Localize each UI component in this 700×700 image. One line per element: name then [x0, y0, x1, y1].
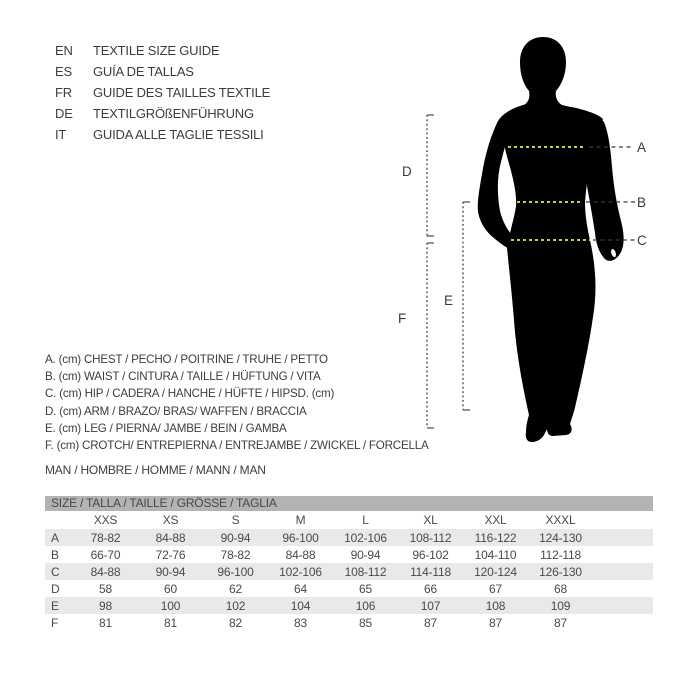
marker-label-d: D [402, 164, 412, 179]
value-cell: 60 [164, 581, 177, 596]
value-cell: 104-110 [474, 547, 517, 562]
value-cell: 96-100 [282, 530, 319, 545]
table-row-leg [45, 597, 653, 614]
value-cell: 87 [489, 615, 502, 630]
value-cell: 65 [359, 581, 372, 596]
value-cell: 58 [99, 581, 112, 596]
value-cell: 87 [424, 615, 437, 630]
size-table-title: SIZE / TALLA / TAILLE / GRÖSSE / TAGLIA [45, 496, 653, 511]
size-header-xxxl: XXXL [545, 513, 576, 527]
value-cell: 112-118 [540, 547, 581, 562]
value-cell: 102 [225, 598, 246, 613]
subject-man-line: MAN / HOMBRE / HOMME / MANN / MAN [45, 463, 266, 477]
legend-item-leg: E. (cm) LEG / PIERNA/ JAMBE / BEIN / GAMBA [45, 421, 287, 435]
value-cell: 81 [164, 615, 177, 630]
row-label: B [51, 547, 59, 562]
language-code: FR [55, 85, 72, 100]
language-title: GUIDE DES TAILLES TEXTILE [93, 85, 271, 100]
language-title: GUÍA DE TALLAS [93, 64, 194, 79]
value-cell: 87 [554, 615, 567, 630]
language-code: EN [55, 43, 73, 58]
measurement-legend [45, 351, 429, 454]
value-cell: 98 [99, 598, 112, 613]
table-row-crotch [45, 614, 653, 631]
value-cell: 106 [355, 598, 376, 613]
legend-item-waist: B. (cm) WAIST / CINTURA / TAILLE / HÜFTUNG / VITA [45, 370, 321, 384]
value-cell: 64 [294, 581, 307, 596]
size-header-xs: XS [162, 513, 179, 527]
size-header-xxl: XXL [484, 513, 507, 527]
value-cell: 102-106 [344, 530, 387, 545]
value-cell: 81 [99, 615, 112, 630]
language-code: IT [55, 127, 67, 142]
value-cell: 84-88 [155, 530, 186, 545]
value-cell: 90-94 [220, 530, 251, 545]
row-label: D [51, 581, 60, 596]
value-cell: 72-76 [155, 547, 186, 562]
row-label: C [51, 564, 60, 579]
value-cell: 82 [229, 615, 242, 630]
row-label: E [51, 598, 59, 613]
language-code: ES [55, 64, 72, 79]
size-header-xl: XL [423, 513, 438, 527]
legend-item-chest: A. (cm) CHEST / PECHO / POITRINE / TRUHE / PETTO [45, 353, 328, 366]
value-cell: 84-88 [90, 564, 121, 579]
table-row-chest [45, 529, 653, 546]
silhouette-body [500, 37, 603, 442]
value-cell: 78-82 [220, 547, 251, 562]
value-cell: 114-118 [410, 564, 451, 579]
table-row-hip [45, 563, 653, 580]
marker-label-e: E [444, 293, 454, 308]
value-cell: 84-88 [285, 547, 316, 562]
value-cell: 104 [290, 598, 311, 613]
legend-item-crotch: F. (cm) CROTCH/ ENTREPIERNA / ENTREJAMBE / ZWICKEL / FORCELLA [45, 438, 429, 452]
size-header-s: S [231, 513, 240, 527]
value-cell: 67 [489, 581, 502, 596]
value-cell: 107 [420, 598, 441, 613]
value-cell: 90-94 [155, 564, 186, 579]
size-table-header-row [45, 511, 653, 529]
row-label: F [51, 615, 59, 630]
value-cell: 66 [424, 581, 437, 596]
language-title: GUIDA ALLE TAGLIE TESSILI [93, 127, 264, 142]
value-cell: 116-122 [474, 530, 517, 545]
language-title: TEXTILE SIZE GUIDE [93, 43, 220, 58]
marker-label-c: C [637, 233, 647, 248]
table-row-waist [45, 546, 653, 563]
value-cell: 83 [294, 615, 307, 630]
value-cell: 96-102 [412, 547, 449, 562]
marker-label-b: B [637, 195, 647, 210]
language-title: TEXTILGRÖßENFÜHRUNG [93, 106, 254, 121]
value-cell: 66-70 [90, 547, 121, 562]
value-cell: 108-112 [344, 564, 387, 579]
value-cell: 109 [550, 598, 571, 613]
size-header-m: M [295, 513, 306, 527]
value-cell: 120-124 [474, 564, 517, 579]
value-cell: 100 [160, 598, 181, 613]
value-cell: 96-100 [217, 564, 254, 579]
table-row-arm [45, 580, 653, 597]
value-cell: 124-130 [539, 530, 582, 545]
legend-item-arm: D. (cm) ARM / BRAZO/ BRAS/ WAFFEN / BRACCIA [45, 404, 307, 418]
row-label: A [51, 530, 59, 545]
value-cell: 68 [554, 581, 567, 596]
size-header-xxs: XXS [93, 513, 118, 527]
value-cell: 108-112 [409, 530, 452, 545]
value-cell: 78-82 [90, 530, 121, 545]
language-code: DE [55, 106, 73, 121]
value-cell: 62 [229, 581, 242, 596]
value-cell: 102-106 [279, 564, 322, 579]
marker-label-a: A [637, 140, 647, 155]
value-cell: 90-94 [350, 547, 381, 562]
legend-item-hip: C. (cm) HIP / CADERA / HANCHE / HÜFTE / HIPSD. (cm) [45, 387, 335, 401]
value-cell: 85 [359, 615, 372, 630]
marker-label-f: F [398, 311, 407, 326]
value-cell: 108 [485, 598, 506, 613]
size-header-l: L [362, 513, 369, 527]
size-table [45, 496, 653, 631]
value-cell: 126-130 [539, 564, 582, 579]
